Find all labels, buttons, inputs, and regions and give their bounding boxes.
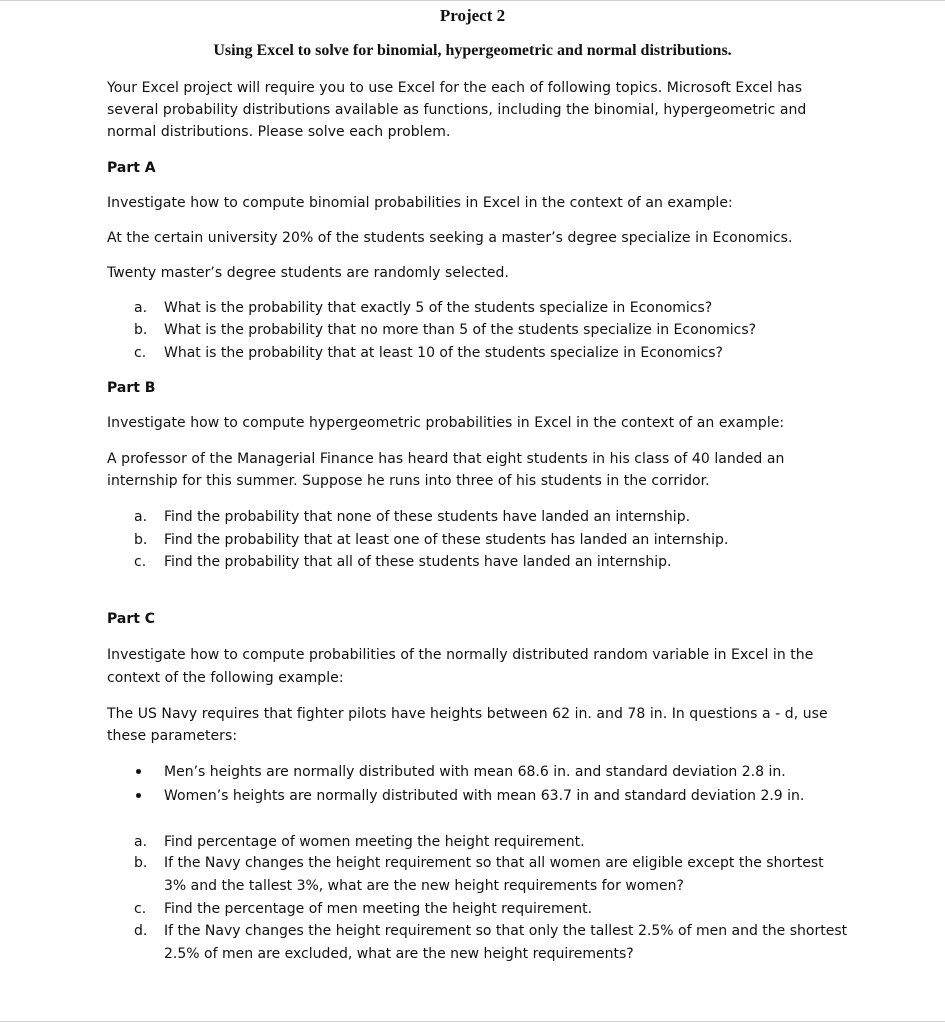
part-a-question-marker: b. [134, 322, 148, 338]
part-a-question-marker: c. [134, 345, 147, 361]
part-c-question-d-line-2: 2.5% of men are excluded, what are the new height requirements? [164, 946, 634, 962]
bullet-dot [136, 793, 141, 798]
part-c-bullet-men: Men’s heights are normally distributed with mean 68.6 in. and standard deviation 2.8 in. [164, 764, 786, 780]
page-subtitle: Using Excel to solve for binomial, hypergeometric and normal distributions. [213, 42, 732, 59]
part-c-question-marker: d. [134, 923, 148, 939]
part-b-question-marker: b. [134, 532, 148, 548]
part-c-question-d-line-1: If the Navy changes the height requirement so that only the tallest 2.5% of men and the shortest [164, 923, 848, 939]
part-c-question-marker: b. [134, 855, 148, 871]
part-a-heading: Part A [107, 160, 156, 176]
part-b-context-1: A professor of the Managerial Finance has heard that eight students in his class of 40 landed an [107, 451, 785, 467]
intro-line-2: several probability distributions available as functions, including the binomial, hypergeometric and [107, 102, 807, 118]
part-c-question-b-line-1: If the Navy changes the height requirement so that all women are eligible except the shortest [164, 855, 824, 871]
part-b-context-2: internship for this summer. Suppose he runs into three of his students in the corridor. [107, 473, 710, 489]
page-title: Project 2 [439, 6, 506, 25]
part-b-heading: Part B [107, 380, 156, 396]
part-a-context-1: At the certain university 20% of the students seeking a master’s degree specialize in Economics. [107, 230, 793, 246]
part-c-heading: Part C [107, 611, 156, 627]
part-c-context-2: these parameters: [107, 728, 238, 744]
part-b-question-c: Find the probability that all of these students have landed an internship. [164, 554, 672, 570]
intro-line-3: normal distributions. Please solve each problem. [107, 124, 451, 140]
part-b-question-a: Find the probability that none of these students have landed an internship. [164, 509, 691, 525]
bottom-border [0, 1021, 945, 1022]
bullet-dot [136, 769, 141, 774]
part-c-question-b-line-2: 3% and the tallest 3%, what are the new height requirements for women? [164, 878, 684, 894]
part-b-question-b: Find the probability that at least one of these students has landed an internship. [164, 532, 729, 548]
part-a-question-b: What is the probability that no more than 5 of the students specialize in Economics? [164, 322, 757, 338]
part-a-question-a: What is the probability that exactly 5 of the students specialize in Economics? [164, 300, 713, 316]
part-b-question-marker: c. [134, 554, 147, 570]
part-a-question-marker: a. [134, 300, 148, 316]
part-c-lead-2: context of the following example: [107, 670, 344, 686]
part-c-lead-1: Investigate how to compute probabilities of the normally distributed random variable in Excel in the [107, 647, 814, 663]
part-b-question-marker: a. [134, 509, 148, 525]
top-border [0, 0, 945, 1]
part-a-question-c: What is the probability that at least 10 of the students specialize in Economics? [164, 345, 723, 361]
part-c-question-c: Find the percentage of men meeting the height requirement. [164, 901, 593, 917]
part-b-lead: Investigate how to compute hypergeometric probabilities in Excel in the context of an example: [107, 415, 785, 431]
part-c-bullet-women: Women’s heights are normally distributed with mean 63.7 in and standard deviation 2.9 in. [164, 788, 805, 804]
part-a-context-2: Twenty master’s degree students are randomly selected. [107, 265, 509, 281]
intro-line-1: Your Excel project will require you to use Excel for the each of following topics. Microsoft Excel has [107, 80, 803, 96]
part-c-question-marker: a. [134, 834, 148, 850]
part-c-question-a: Find percentage of women meeting the height requirement. [164, 834, 585, 850]
part-c-question-marker: c. [134, 901, 147, 917]
part-a-lead: Investigate how to compute binomial probabilities in Excel in the context of an example: [107, 195, 733, 211]
part-c-context-1: The US Navy requires that fighter pilots have heights between 62 in. and 78 in. In questions a - d, use [107, 706, 828, 722]
